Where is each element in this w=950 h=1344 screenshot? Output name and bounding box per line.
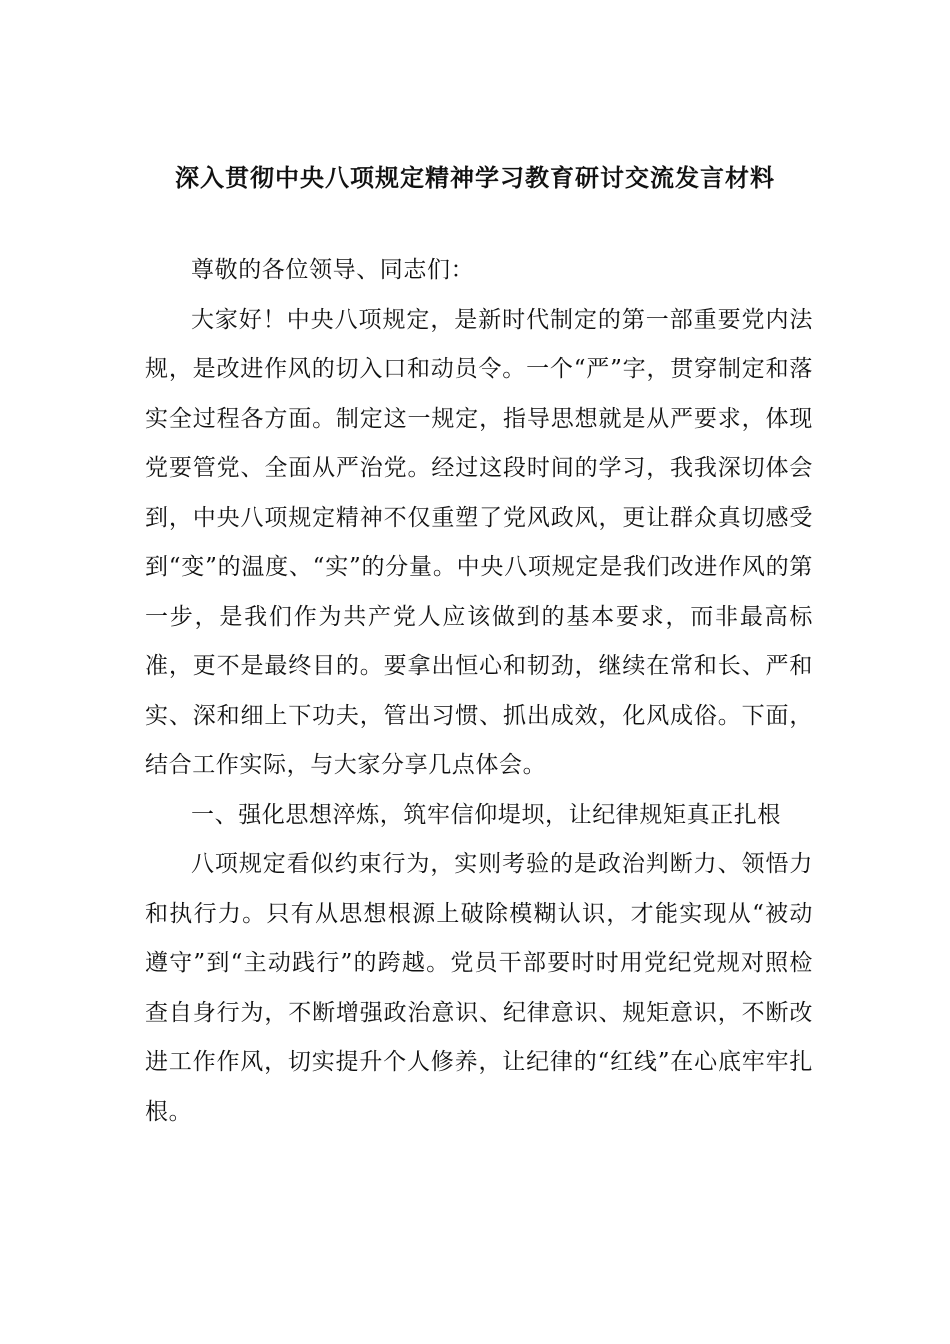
section-1-paragraph: 八项规定看似约束行为，实则考验的是政治判断力、领悟力和执行力。只有从思想根源上破除模糊认识，才能实现从“被动遵守”到“主动践行”的跨越。党员干部要时时用党纪党规对照检查自身行为，不断增强政治意识、纪律意识、规矩意识，不断改进工作作风，切实提升个人修养，让纪律的“红线”在心底牢牢扎根。 bbox=[145, 851, 813, 1125]
intro-paragraph: 大家好！中央八项规定，是新时代制定的第一部重要党内法规，是改进作风的切入口和动员令。一个“严”字，贯穿制定和落实全过程各方面。制定这一规定，指导思想就是从严要求，体现党要管党、全面从严治党。经过这段时间的学习，我我深切体会到，中央八项规定精神不仅重塑了党风政风，更让群众真切感受到“变”的温度、“实”的分量。中央八项规定是我们改进作风的第一步，是我们作为共产党人应该做到的基本要求，而非最高标准，更不是最终目的。要拿出恒心和韧劲，继续在常和长、严和实、深和细上下功夫，管出习惯、抓出成效，化风成俗。下面，结合工作实际，与大家分享几点体会。 bbox=[145, 306, 813, 778]
document-title: 深入贯彻中央八项规定精神学习教育研讨交流发言材料 bbox=[175, 163, 775, 192]
salutation: 尊敬的各位领导、同志们： bbox=[191, 257, 475, 283]
section-1-heading: 一、强化思想淬炼，筑牢信仰堤坝，让纪律规矩真正扎根 bbox=[191, 801, 781, 828]
document-body bbox=[145, 246, 813, 1137]
